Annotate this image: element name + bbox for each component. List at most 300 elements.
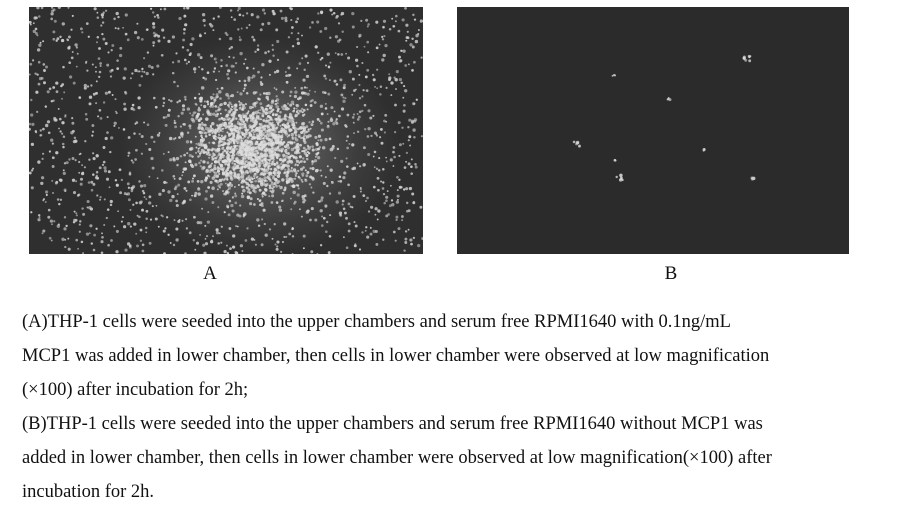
cell-dot [319, 169, 321, 171]
cell-dot [63, 172, 66, 175]
cell-dot [239, 52, 242, 55]
cell-dot [161, 29, 164, 32]
cell-dot [319, 120, 321, 122]
cell-dot [281, 178, 284, 181]
cell-dot [303, 247, 305, 249]
cell-dot [352, 25, 355, 28]
cell-dot [324, 27, 327, 30]
cell-dot [81, 31, 83, 33]
cell-dot [302, 166, 305, 169]
cell-dot [200, 135, 202, 137]
cell-dot [267, 138, 270, 141]
cell-dot [310, 250, 313, 253]
cell-dot [237, 28, 239, 30]
cell-dot [233, 18, 236, 21]
cell-dot [217, 106, 219, 108]
cell-dot [325, 64, 327, 66]
cell-dot [125, 13, 128, 16]
cell-dot [334, 111, 336, 113]
cell-dot [205, 190, 208, 193]
caption-line: (×100) after incubation for 2h; [22, 380, 249, 400]
cell-dot [272, 122, 274, 124]
cell-dot [385, 199, 388, 202]
cell-dot [42, 40, 44, 42]
cell-dot [227, 77, 230, 80]
cell-dot [163, 36, 165, 38]
cell-dot [396, 176, 399, 179]
cell-dot [96, 41, 98, 43]
cell-dot [212, 29, 214, 31]
cell-dot [361, 110, 363, 112]
cell-dot [92, 63, 94, 65]
cell-dot [51, 7, 53, 9]
cell-dot [71, 122, 74, 125]
cell-dot [259, 189, 262, 192]
cell-dot [377, 177, 380, 180]
cell-dot [249, 24, 251, 26]
cell-dot [200, 139, 203, 142]
cell-dot [182, 108, 185, 111]
cell-dot [264, 161, 267, 164]
cell-dot [145, 217, 147, 219]
cell-dot [65, 225, 67, 227]
cell-dot [197, 53, 200, 56]
cell-dot [34, 72, 36, 74]
cell-dot [382, 168, 385, 171]
cell-dot [195, 152, 197, 154]
cell-dot [285, 107, 289, 111]
cell-dot [231, 156, 234, 159]
cell-dot [182, 39, 185, 42]
cell-dot [143, 71, 145, 73]
cell-dot [207, 103, 209, 105]
cell-dot [333, 12, 336, 15]
cell-dot [231, 162, 233, 164]
cell-dot [224, 211, 226, 213]
cell-dot [116, 184, 119, 187]
cell-dot [220, 103, 223, 106]
cell-dot [42, 128, 45, 131]
cell-dot [400, 50, 402, 52]
cell-dot [294, 95, 297, 98]
cell-dot [207, 71, 210, 74]
cell-dot [177, 193, 179, 195]
cell-dot [239, 92, 242, 95]
cell-dot [227, 125, 230, 128]
cell-dot [57, 225, 60, 228]
cell-dot [128, 152, 131, 155]
cell-dot [282, 192, 285, 195]
cell-dot [225, 190, 228, 193]
cell-dot [91, 134, 93, 136]
cell-dot [308, 134, 312, 138]
cell-dot [81, 241, 84, 244]
cell-dot [111, 49, 113, 51]
cell-dot [272, 54, 274, 56]
cell-dot [418, 29, 420, 31]
cell-dot [283, 172, 285, 174]
cell-dot [201, 86, 205, 90]
cell-dot [414, 163, 417, 166]
cell-dot [58, 203, 60, 205]
cell-dot [219, 187, 221, 189]
cell-dot [276, 157, 278, 159]
cell-dot [103, 146, 106, 149]
cell-dot [267, 105, 269, 107]
cell-dot [385, 157, 387, 159]
cell-dot [406, 36, 409, 39]
cell-dot [421, 57, 423, 59]
cell-dot [338, 192, 341, 195]
cell-dot [85, 118, 88, 121]
cell-dot [395, 20, 397, 22]
cell-dot [201, 126, 203, 128]
cell-dot [216, 180, 220, 184]
cell-dot [121, 221, 123, 223]
cell-dot [31, 169, 33, 171]
cell-dot [210, 194, 213, 197]
cell-dot [134, 69, 137, 72]
cell-dot [237, 131, 240, 134]
cell-dot [325, 230, 328, 233]
cell-dot [195, 143, 197, 145]
cell-dot [266, 180, 268, 182]
cell-dot [80, 27, 83, 30]
cell-dot [254, 143, 256, 145]
cell-dot [189, 112, 191, 114]
cell-dot [346, 147, 349, 150]
cell-dot [258, 143, 261, 146]
cell-dot [199, 117, 202, 120]
cell-dot [282, 241, 284, 243]
cell-dot [148, 176, 150, 178]
cell-dot [394, 104, 397, 107]
cell-dot [309, 219, 312, 222]
cell-dot [361, 62, 363, 64]
cell-dot [303, 136, 305, 138]
cell-dot [273, 171, 276, 174]
cell-dot [226, 161, 228, 163]
cell-dot [271, 163, 274, 166]
cell-dot [166, 182, 168, 184]
cell-dot [42, 232, 44, 234]
cell-dot [228, 102, 231, 105]
cell-dot [43, 69, 46, 72]
cell-dot [138, 180, 140, 182]
cell-dot [215, 61, 217, 63]
cell-dot [61, 121, 64, 124]
cell-dot [276, 165, 279, 168]
cell-dot [184, 59, 187, 62]
cell-dot [174, 187, 177, 190]
cell-dot [147, 123, 150, 126]
cell-dot [155, 34, 158, 37]
cell-dot [218, 124, 222, 128]
cell-dot [253, 125, 256, 128]
cell-dot [59, 130, 61, 132]
cell-dot [213, 175, 216, 178]
cell-dot [343, 236, 345, 238]
cell-dot [385, 196, 388, 199]
cell-dot [220, 113, 222, 115]
cell-dot [410, 165, 413, 168]
cell-dot [410, 172, 413, 175]
cell-dot [192, 177, 194, 179]
cell-dot [377, 209, 380, 212]
cell-dot [258, 155, 261, 158]
cell-dot [382, 187, 385, 190]
cell-dot [31, 186, 34, 189]
cell-dot [305, 55, 308, 58]
cell-dot [278, 173, 281, 176]
cell-dot [52, 165, 55, 168]
cell-dot [170, 242, 172, 244]
cell-dot [237, 91, 239, 93]
cell-dot [30, 99, 32, 101]
cell-dot [390, 81, 393, 84]
cell-dot [304, 92, 307, 95]
cell-dot [131, 159, 133, 161]
cell-dot [103, 166, 106, 169]
cell-dot [145, 143, 147, 145]
cell-dot [77, 194, 80, 197]
cell-dot [136, 23, 138, 25]
cell-dot [296, 108, 298, 110]
cell-dot [62, 22, 65, 25]
cell-dot [327, 121, 329, 123]
cell-dot [302, 111, 304, 113]
cell-dot [262, 109, 265, 112]
cell-dot [236, 135, 239, 138]
cell-dot [115, 250, 118, 253]
cell-dot [213, 158, 215, 160]
cell-dot [58, 108, 60, 110]
cell-dot [40, 129, 42, 131]
cell-dot [333, 80, 336, 83]
cell-dot [401, 219, 403, 221]
cell-dot [256, 218, 259, 221]
cell-dot [226, 33, 229, 36]
cell-dot [404, 64, 407, 67]
cell-dot [29, 73, 31, 75]
cell-dot [70, 29, 72, 31]
cell-dot [94, 7, 97, 10]
cell-dot [37, 218, 40, 221]
cell-dot [161, 54, 164, 57]
cell-dot [222, 146, 224, 148]
cell-dot [212, 153, 215, 156]
cell-dot [116, 12, 119, 15]
cell-dot [299, 110, 302, 113]
cell-dot [316, 253, 318, 254]
cell-dot [375, 243, 378, 246]
cell-dot [309, 90, 311, 92]
cell-dot [103, 224, 105, 226]
cell-dot [217, 15, 219, 17]
cell-dot [289, 74, 291, 76]
cell-dot [395, 240, 397, 242]
cell-dot [341, 30, 343, 32]
cell-dot [88, 36, 90, 38]
cell-dot [208, 165, 211, 168]
cell-dot [295, 173, 297, 175]
cell-dot [307, 128, 309, 130]
cell-dot [64, 114, 66, 116]
cell-dot [284, 169, 286, 171]
cell-dot [299, 96, 302, 99]
cell-dot [152, 167, 155, 170]
cell-dot [360, 191, 362, 193]
cell-dot [45, 66, 48, 69]
cell-dot [244, 140, 246, 142]
cell-dot [400, 82, 402, 84]
cell-dot [365, 75, 368, 78]
cell-dot [397, 189, 399, 191]
cell-dot [140, 185, 143, 188]
cell-dot [167, 234, 169, 236]
cell-dot [98, 47, 101, 50]
cell-dot [54, 20, 57, 23]
cell-dot [244, 80, 247, 83]
cell-dot [84, 140, 86, 142]
cell-dot [391, 18, 393, 20]
cell-dot [205, 242, 208, 245]
cell-dot [291, 228, 293, 230]
cell-dot [309, 26, 311, 28]
cell-dot [292, 45, 294, 47]
cell-dot [136, 244, 139, 247]
cell-dot [92, 183, 95, 186]
cell-dot [163, 153, 165, 155]
cell-dot [219, 137, 222, 140]
cell-dot [276, 141, 279, 144]
cell-dot [240, 106, 242, 108]
cell-dot [370, 135, 372, 137]
cell-dot [306, 87, 308, 89]
cell-dot [69, 75, 72, 78]
cell-dot [249, 117, 252, 120]
cell-dot [135, 202, 138, 205]
cell-dot [105, 92, 108, 95]
cell-dot [111, 44, 114, 47]
cell-dot [82, 252, 84, 254]
cell-dot [320, 244, 322, 246]
cell-dot [751, 178, 754, 181]
cell-dot [125, 92, 128, 95]
cell-dot [317, 118, 320, 121]
cell-dot [379, 93, 382, 96]
cell-dot [413, 136, 416, 139]
cell-dot [325, 77, 327, 79]
cell-dot [405, 24, 408, 27]
cell-dot [171, 195, 174, 198]
cell-dot [237, 226, 239, 228]
cell-dot [225, 93, 229, 97]
cell-dot [302, 157, 304, 159]
cell-dot [314, 91, 316, 93]
cell-dot [303, 161, 306, 164]
cell-dot [218, 131, 221, 134]
cell-dot [321, 196, 324, 199]
cell-dot [415, 34, 418, 37]
cell-dot [197, 180, 200, 183]
cell-dot [229, 48, 231, 50]
cell-dot [295, 21, 298, 24]
cell-dot [243, 171, 246, 174]
cell-dot [304, 178, 306, 180]
cell-dot [278, 206, 281, 209]
cell-dot [301, 179, 303, 181]
cell-dot [315, 45, 318, 48]
cell-dot [64, 246, 66, 248]
cell-dot [374, 214, 376, 216]
cell-dot [217, 166, 219, 168]
cell-dot [748, 59, 751, 62]
cell-dot [398, 179, 400, 181]
cell-dot [141, 71, 143, 73]
cell-dot [307, 145, 309, 147]
cell-dot [271, 194, 274, 197]
cell-dot [117, 210, 119, 212]
cell-dot [68, 36, 71, 39]
cell-dot [274, 148, 277, 151]
cell-dot [140, 229, 143, 232]
cell-dot [168, 99, 170, 101]
cell-dot [52, 30, 55, 33]
cell-dot [145, 198, 147, 200]
cell-dot [71, 57, 74, 60]
cell-dot [366, 89, 369, 92]
cell-dot [217, 188, 219, 190]
cell-dot [297, 32, 299, 34]
cell-dot [303, 69, 305, 71]
cell-dot [229, 200, 232, 203]
cell-dot [79, 224, 81, 226]
cell-dot [172, 61, 174, 63]
cell-dot [213, 70, 215, 72]
cell-dot [199, 97, 203, 101]
cell-dot [29, 63, 32, 66]
cell-dot [215, 110, 218, 113]
cell-dot [269, 118, 272, 121]
cell-dot [367, 23, 370, 26]
cell-dot [403, 249, 405, 251]
cell-dot [52, 86, 55, 89]
cell-dot [287, 120, 290, 123]
cell-dot [211, 239, 213, 241]
cell-dot [95, 228, 97, 230]
cell-dot [105, 10, 107, 12]
cell-dot [80, 153, 82, 155]
cell-dot [619, 178, 622, 181]
cell-dot [276, 162, 278, 164]
cell-dot [183, 123, 186, 126]
cell-dot [408, 162, 411, 165]
cell-dot [219, 163, 221, 165]
cell-dot [398, 121, 401, 124]
cell-dot [267, 22, 270, 25]
cell-dot [287, 146, 290, 149]
cell-dot [352, 78, 355, 81]
cell-dot [421, 237, 423, 240]
cell-dot [77, 53, 79, 55]
cell-dot [31, 123, 34, 126]
cell-dot [182, 171, 184, 173]
cell-dot [66, 161, 69, 164]
cell-dot [269, 160, 271, 162]
cell-dot [183, 167, 187, 171]
cell-dot [109, 151, 111, 153]
